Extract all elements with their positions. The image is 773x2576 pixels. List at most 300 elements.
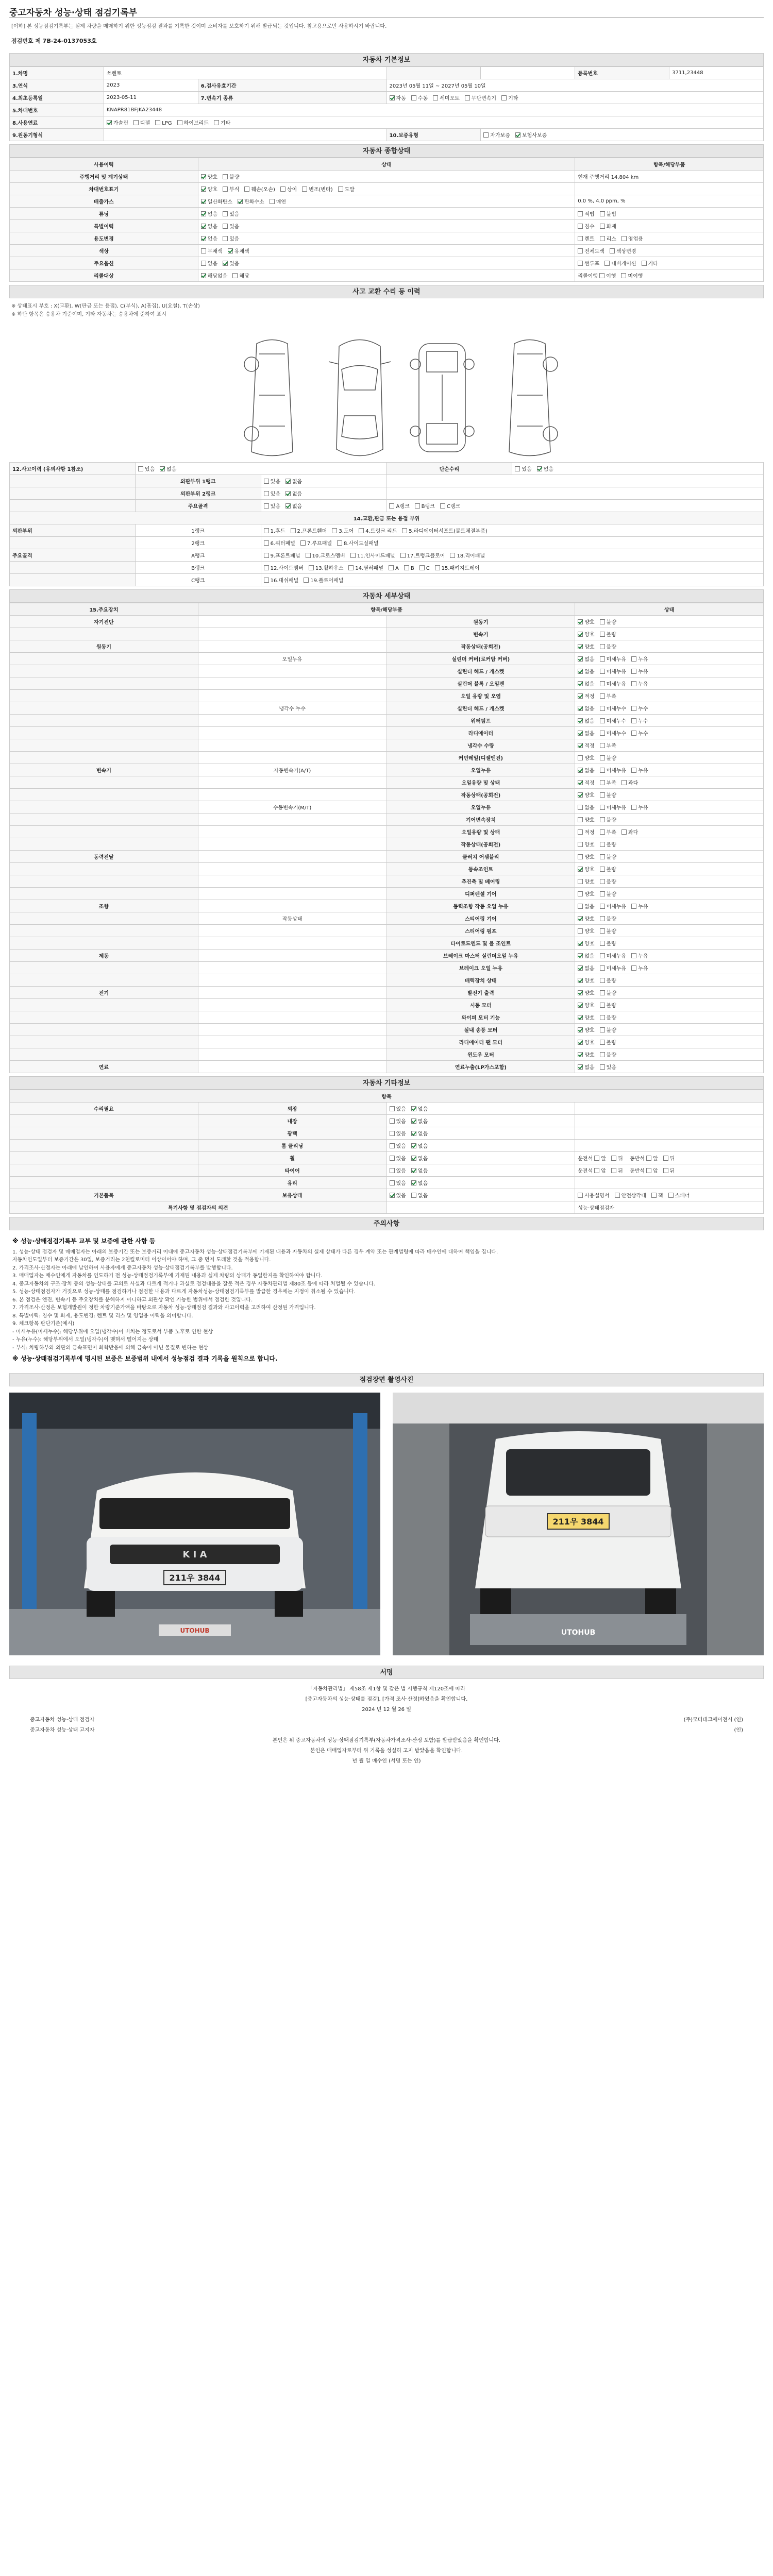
inspection-photo-rear: [393, 1393, 764, 1655]
checkbox-box: [578, 879, 583, 884]
group: [10, 1127, 198, 1140]
checkbox-box: [223, 187, 228, 192]
part: [198, 739, 386, 752]
note-line: - 누유(누수): 해당부위에서 오일(냉각수)이 맺혀서 떨어지는 상태: [12, 1337, 159, 1343]
checkbox-0: 있음: [390, 1191, 406, 1199]
checkbox-box: [594, 1156, 599, 1161]
checkbox-box: [600, 904, 605, 909]
notes-warning: ※ 성능·상태점검기록부에 명시된 보증은 보증범위 내에서 성능점검 결과 기록을 원칙으로 합니다.: [12, 1355, 278, 1363]
detail: 0.0 %, 4.0 ppm, %: [575, 195, 764, 208]
checkbox-box: [600, 644, 605, 649]
checkbox-box: [578, 1040, 583, 1045]
state: [575, 665, 764, 677]
sign-confirm-line: [중고자동차의 성능·상태를 점검], [가격 조사·산정]하였음을 확인합니다.: [305, 1696, 468, 1702]
part: [198, 851, 386, 863]
value: [386, 500, 764, 512]
checkbox-2: 세미오토: [433, 94, 460, 101]
checkbox-box: [435, 565, 440, 570]
value: [261, 487, 386, 500]
checkbox-box: [306, 553, 311, 558]
checkbox-box: [600, 706, 605, 711]
state: [575, 628, 764, 640]
checkbox-1: 불량: [600, 816, 616, 823]
checkbox-box: [390, 1180, 395, 1185]
value: KNAPR81BFJKA23448: [104, 104, 763, 116]
state: [575, 838, 764, 851]
doc-notice: [이하] 본 성능점검기록부는 실제 차량을 매매하기 위한 성능점검 결과를 기록한 것이며 소비자를 보호하기 위해 발급되는 것입니다. 참고용으로만 사용하시기 바랍니다.: [11, 24, 387, 29]
group: [10, 715, 198, 727]
checkbox-3: 4.트렁크 리드: [359, 527, 397, 534]
section-other: 자동차 기타정보: [9, 1076, 764, 1090]
rank: 2랭크: [135, 537, 261, 549]
group: 외판부위: [10, 524, 136, 537]
part: [198, 752, 386, 764]
item: 윈도우 모터: [386, 1048, 575, 1061]
checkbox-4: 18.리어패널: [450, 551, 485, 559]
part: [198, 677, 386, 690]
extra: [575, 1103, 764, 1115]
checkbox-box: [238, 199, 243, 204]
checkbox-0: 양호: [578, 976, 594, 984]
checkbox-3: 상이: [280, 185, 297, 193]
item: 휠: [198, 1152, 386, 1164]
checkbox-box: [578, 236, 583, 241]
state: [575, 727, 764, 739]
checkbox-box: [264, 540, 269, 546]
checkbox-0: 양호: [578, 1013, 594, 1021]
checkbox-box: [600, 829, 605, 835]
part: [198, 900, 386, 912]
part: [198, 1036, 386, 1048]
label: [10, 475, 136, 487]
checkbox-1: 없음: [285, 489, 302, 497]
sign-notifier-label: 중고자동차 성능·상태 고지자: [30, 1727, 95, 1733]
state: [575, 616, 764, 628]
items: [261, 549, 763, 562]
checkbox-box: [411, 1168, 416, 1173]
checkbox-0: 있음: [390, 1166, 406, 1174]
checkbox-0: 없음: [201, 210, 217, 217]
car-right-side-icon: [494, 333, 566, 462]
group: 조향: [10, 900, 198, 912]
group: [10, 776, 198, 789]
checkbox-box: [600, 916, 605, 921]
item: 특별이력: [10, 220, 198, 232]
sign-notifier-value: (인): [734, 1727, 743, 1733]
rank: B랭크: [135, 562, 261, 574]
detail: [575, 257, 764, 269]
label: 9.원동기형식: [10, 129, 104, 141]
item: 광택: [198, 1127, 386, 1140]
checkbox-1: 탄화수소: [238, 197, 264, 205]
group: [10, 838, 198, 851]
checkbox-1: 19.플로어패널: [304, 576, 343, 584]
checkbox-box: [300, 540, 306, 546]
checkbox-0: 양호: [201, 173, 217, 180]
checkbox-box: [201, 174, 206, 179]
value: [135, 463, 386, 475]
group: [10, 537, 136, 549]
checkbox-6: 15.패키지트레이: [435, 564, 480, 571]
checkbox-1: 미세누유: [600, 952, 627, 959]
checkbox-box: [600, 780, 605, 785]
checkbox-box: [600, 879, 605, 884]
state: [575, 974, 764, 987]
checkbox-box: [600, 619, 605, 624]
state: [386, 1140, 575, 1152]
checkbox-box: [621, 780, 627, 785]
checkbox-box: [578, 916, 583, 921]
checkbox-2: 누유: [631, 655, 648, 663]
column-header: 항목/해당부품: [575, 158, 764, 171]
group: 수리필요: [10, 1103, 198, 1115]
part: [198, 715, 386, 727]
sign-law-line: 「자동차관리법」 제58조 제1항 및 같은 법 시행규칙 제120조에 따라: [308, 1686, 465, 1692]
section-sign: 서명: [9, 1666, 764, 1679]
group: 기본품목: [10, 1189, 198, 1201]
checkbox-0: 앞: [646, 1154, 658, 1162]
checkbox-0: 양호: [578, 1001, 594, 1009]
checkbox-0: 양호: [578, 927, 594, 935]
checkbox-1: 불량: [600, 914, 616, 922]
checkbox-box: [631, 904, 636, 909]
front-plate-text: 211우 3844: [169, 1572, 221, 1583]
checkbox-box: [201, 224, 206, 229]
checkbox-0: 적정: [578, 828, 594, 836]
checkbox-1: 없음: [411, 1142, 428, 1149]
checkbox-box: [107, 120, 112, 125]
checkbox-box: [600, 1052, 605, 1057]
item: 동력조향 작동 오일 누유: [386, 900, 575, 912]
part: [198, 826, 386, 838]
checkbox-1: 불량: [600, 877, 616, 885]
note-line: - 미세누유(미세누수): 해당부위에 오일(냉각수)이 비치는 정도로서 부품 노후로 인한 현상: [12, 1329, 213, 1335]
checkbox-box: [390, 1106, 395, 1111]
checkbox-box: [578, 928, 583, 934]
value: [104, 129, 386, 141]
checkbox-box: [337, 540, 342, 546]
checkbox-5: C: [419, 565, 430, 571]
checkbox-0: 무채색: [201, 247, 223, 255]
item: 실린더 헤드 / 개스켓: [386, 665, 575, 677]
checkbox-0: 없음: [201, 259, 217, 267]
checkbox-0: 양호: [578, 877, 594, 885]
checkbox-1: 없음: [285, 477, 302, 485]
checkbox-box: [600, 941, 605, 946]
checkbox-box: [578, 693, 583, 699]
front-stand-text: UTOHUB: [180, 1626, 210, 1634]
column-header: 항목: [10, 1090, 764, 1103]
checkbox-0: 있음: [515, 465, 531, 472]
checkbox-1: 불량: [600, 1001, 616, 1009]
label: [10, 500, 136, 512]
note-line: 6. 본 점검은 엔진, 변속기 등 주요장치를 분해하지 아니하고 외관상 확인 가능한 범위에서 점검한 것입니다.: [12, 1297, 253, 1303]
checkbox-box: [228, 248, 233, 253]
state: [575, 851, 764, 863]
checkbox-box: [160, 466, 165, 471]
checkbox-0: 양호: [578, 791, 594, 799]
group: [10, 1177, 198, 1189]
group: [10, 727, 198, 739]
section-damage: 사고 교환 수리 등 이력: [9, 285, 764, 298]
value: 2023-05-11: [104, 92, 198, 104]
checkbox-box: [348, 565, 354, 570]
checkbox-0: 있음: [390, 1105, 406, 1112]
checkbox-box: [402, 528, 407, 533]
state: [575, 715, 764, 727]
checkbox-box: [610, 248, 615, 253]
parts-title: 14.교환,판금 또는 용접 부위: [10, 512, 764, 524]
checkbox-1: 보험사보증: [515, 131, 547, 139]
group: [10, 1164, 198, 1177]
checkbox-box: [578, 644, 583, 649]
part: [198, 888, 386, 900]
checkbox-box: [270, 199, 275, 204]
checkbox-1: 불량: [600, 1050, 616, 1058]
checkbox-0: 양호: [578, 1038, 594, 1046]
checkbox-1: 10.크로스멤버: [306, 551, 345, 559]
checkbox-box: [483, 132, 489, 138]
checkbox-box: [631, 718, 636, 723]
checkbox-1: 부식: [223, 185, 239, 193]
checkbox-1: 미세누유: [600, 667, 627, 675]
checkbox-5: 도말: [338, 185, 355, 193]
checkbox-0: 9.프론트패널: [264, 551, 300, 559]
group: [10, 1011, 198, 1024]
checkbox-box: [578, 261, 583, 266]
extra: [575, 1140, 764, 1152]
checkbox-0: 없음: [578, 1063, 594, 1071]
item: 작동상태(공회전): [386, 838, 575, 851]
state: [575, 640, 764, 653]
group: [10, 1048, 198, 1061]
label: 외판부위 1랭크: [135, 475, 261, 487]
state: [575, 1061, 764, 1073]
checkbox-2: LPG: [155, 120, 172, 126]
rank: C랭크: [135, 574, 261, 586]
group: [10, 863, 198, 875]
checkbox-2: 누유: [631, 667, 648, 675]
item: 주요옵션: [10, 257, 198, 269]
checkbox-0: 있음: [390, 1142, 406, 1149]
part: 작동상태: [198, 912, 386, 925]
item: 냉각수 수량: [386, 739, 575, 752]
label: 1.차명: [10, 67, 104, 79]
checkbox-box: [600, 953, 605, 958]
group: [10, 974, 198, 987]
checkbox-box: [663, 1156, 668, 1161]
group: [10, 574, 136, 586]
state: [575, 888, 764, 900]
checkbox-0: 있음: [138, 465, 155, 472]
checkbox-1: 없음: [411, 1166, 428, 1174]
section-notes: 주의사항: [9, 1217, 764, 1230]
checkbox-box: [223, 261, 228, 266]
checkbox-box: [390, 1131, 395, 1136]
checkbox-1: 유채색: [228, 247, 249, 255]
item: 라디에이터 팬 모터: [386, 1036, 575, 1048]
rear-plate-text: 211우 3844: [552, 1516, 604, 1527]
label: 12.사고이력 (유의사항 1참조): [10, 463, 136, 475]
state: [575, 814, 764, 826]
checkbox-0: 12.사이드멤버: [264, 564, 304, 571]
group: [10, 1115, 198, 1127]
checkbox-box: [600, 669, 605, 674]
part: [198, 987, 386, 999]
part: [198, 690, 386, 702]
checkbox-box: [214, 120, 219, 125]
checkbox-1: 없음: [411, 1129, 428, 1137]
item: 실린더 블록 / 오일팬: [386, 677, 575, 690]
checkbox-1: 미세누유: [600, 680, 627, 687]
item: 타이어: [198, 1164, 386, 1177]
checkbox-box: [600, 224, 605, 229]
state: [198, 208, 575, 220]
group: 주요골격: [10, 549, 136, 562]
group: [10, 665, 198, 677]
checkbox-0: 양호: [578, 1026, 594, 1033]
group: [10, 937, 198, 950]
checkbox-box: [631, 965, 636, 971]
checkbox-box: [578, 1015, 583, 1020]
part: [198, 665, 386, 677]
checkbox-2: 누유: [631, 766, 648, 774]
checkbox-box: [338, 187, 343, 192]
checkbox-box: [600, 1015, 605, 1020]
checkbox-box: [631, 706, 636, 711]
checkbox-0: 16.대쉬패널: [264, 576, 299, 584]
state: [575, 690, 764, 702]
state: [575, 776, 764, 789]
checkbox-box: [501, 95, 507, 100]
checkbox-box: [604, 261, 610, 266]
part: [198, 1024, 386, 1036]
item: 주행거리 및 계기상태: [10, 171, 198, 183]
group: 전기: [10, 987, 198, 999]
group: [10, 826, 198, 838]
item: 실린더 커버(로커암 커버): [386, 653, 575, 665]
group: [10, 677, 198, 690]
group: [10, 1152, 198, 1164]
checkbox-box: [646, 1156, 651, 1161]
checkbox-0: 있음: [264, 489, 280, 497]
checkbox-box: [600, 632, 605, 637]
checkbox-0: 사용설명서: [578, 1191, 609, 1199]
value: [386, 92, 764, 104]
checkbox-0: 6.쿼터패널: [264, 539, 295, 547]
checkbox-box: [600, 236, 605, 241]
checkbox-4: 5.라디에이터서포트(볼트체결부품): [402, 527, 488, 534]
item: 리콜대상: [10, 269, 198, 282]
checkbox-0: 없음: [578, 766, 594, 774]
part: [198, 628, 386, 640]
checkbox-box: [621, 273, 626, 278]
notes-block: [9, 1230, 764, 1370]
checkbox-0: 양호: [578, 840, 594, 848]
item: 워터펌프: [386, 715, 575, 727]
checkbox-box: [302, 187, 307, 192]
checkbox-1: 없음: [411, 1191, 428, 1199]
part: [198, 925, 386, 937]
label: 주요골격: [135, 500, 261, 512]
checkbox-1: 불량: [600, 618, 616, 625]
checkbox-box: [411, 1193, 416, 1198]
extra: [575, 1127, 764, 1140]
state: [575, 1024, 764, 1036]
state: [575, 801, 764, 814]
extra: [575, 1189, 764, 1201]
checkbox-box: [578, 706, 583, 711]
checkbox-1: 있음: [600, 1063, 616, 1071]
checkbox-0: 없음: [578, 717, 594, 724]
doc-title: 중고자동차 성능·상태 점검기록부: [9, 0, 764, 18]
checkbox-1: 불량: [600, 1038, 616, 1046]
checkbox-2: 과다: [621, 828, 638, 836]
part: [198, 999, 386, 1011]
note-line: 1. 성능·상태 점검자 및 매매업자는 아래의 보증기간 또는 보증거리 이내에 중고자동차 성능·상태점검기록부에 기재된 내용과 자동차의 실제 상태가 다른 경우 계약 또는 관계법령에 따라 매수인에 대하여 책임을 집니다.: [12, 1249, 498, 1255]
checkbox-1: 미세누유: [600, 766, 627, 774]
damage-history-table: [9, 462, 764, 586]
checkbox-1: 부족: [600, 828, 616, 836]
column-header: 사용이력: [10, 158, 198, 171]
checkbox-0: 자가보증: [483, 131, 510, 139]
state: [386, 1164, 575, 1177]
checkbox-box: [390, 1118, 395, 1124]
checkbox-2: 14.필러패널: [348, 564, 383, 571]
checkbox-box: [600, 768, 605, 773]
checkbox-0: 있음: [390, 1179, 406, 1187]
checkbox-2: 매연: [270, 197, 286, 205]
checkbox-box: [600, 731, 605, 736]
checkbox-box: [578, 941, 583, 946]
value: 2023년 05월 11일 ~ 2027년 05월 10일: [386, 79, 764, 92]
checkbox-0: 렌트: [578, 234, 594, 242]
checkbox-0: 양호: [578, 939, 594, 947]
checkbox-0: 적정: [578, 741, 594, 749]
car-top-view-icon: [324, 333, 396, 462]
checkbox-box: [663, 1168, 668, 1173]
group: [10, 1024, 198, 1036]
state: [575, 937, 764, 950]
label: 10.보증유형: [386, 129, 481, 141]
group: 연료: [10, 1061, 198, 1073]
part: [198, 616, 386, 628]
checkbox-2: 기타: [642, 259, 658, 267]
part: [198, 974, 386, 987]
checkbox-1: 수동: [411, 94, 428, 101]
value: [261, 500, 386, 512]
checkbox-box: [600, 928, 605, 934]
checkbox-1: 불량: [600, 989, 616, 996]
label: 단순수리: [386, 463, 512, 475]
checkbox-box: [578, 1003, 583, 1008]
checkbox-box: [201, 248, 206, 253]
checkbox-2: 8.사이드실패널: [337, 539, 379, 547]
item: 브레이크 마스터 실린더오일 누유: [386, 950, 575, 962]
checkbox-box: [578, 619, 583, 624]
checkbox-0: 양호: [578, 1050, 594, 1058]
group: [10, 814, 198, 826]
checkbox-0: 양호: [578, 630, 594, 638]
group: [10, 690, 198, 702]
checkbox-1: 불량: [600, 840, 616, 848]
part: [198, 1011, 386, 1024]
value: [386, 487, 764, 500]
checkbox-box: [578, 1064, 583, 1070]
checkbox-0: 양호: [201, 185, 217, 193]
state: [386, 1127, 575, 1140]
checkbox-0: 없음: [578, 680, 594, 687]
